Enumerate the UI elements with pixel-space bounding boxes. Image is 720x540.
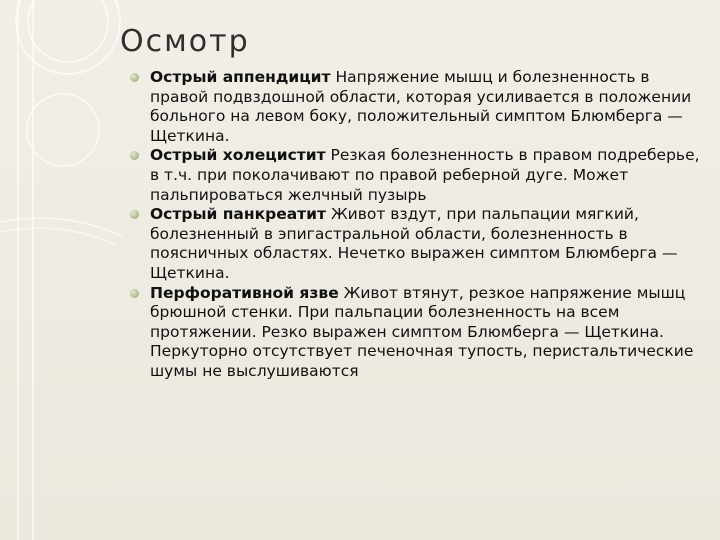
item-term: Острый панкреатит <box>150 205 327 224</box>
item-term: Острый аппендицит <box>150 68 331 86</box>
item-text: Резкая болезненность в правом подреберье, в т.ч. при поколачивают по правой реберной дуге. Может пальпироваться желчный пузырь <box>150 146 700 204</box>
item-term: Острый холецистит <box>150 146 326 165</box>
bullet-icon <box>130 73 139 82</box>
item-term: Перфоративной язве <box>150 283 339 302</box>
list-item <box>130 68 705 146</box>
bullet-icon <box>130 210 139 219</box>
item-text: Напряжение мышц и болезненность в правой подвздошной области, которая усиливается в положении больного на левом боку, положительный симптом Блюмберга — Щеткина. <box>150 68 692 145</box>
list-item <box>130 205 705 283</box>
item-text: Живот втянут, резкое напряжение мышц брюшной стенки. При пальпации болезненность на всем протяжении. Резко выражен симптом Блюмберга — Щеткина. Перкуторно отсутствует печеночная тупость, перистальтические шумы не выслушиваются <box>150 283 694 380</box>
bullet-icon <box>130 289 139 298</box>
list-item <box>130 284 705 382</box>
list-item <box>130 146 705 205</box>
item-text: Живот вздут, при пальпации мягкий, болезненный в эпигастральной области, болезненность в поясничных областях. Нечетко выражен симптом Блюмберга — Щеткина. <box>150 205 678 282</box>
slide-title: Осмотр <box>120 24 250 59</box>
bullet-icon <box>130 151 139 160</box>
bullet-list <box>130 68 705 382</box>
